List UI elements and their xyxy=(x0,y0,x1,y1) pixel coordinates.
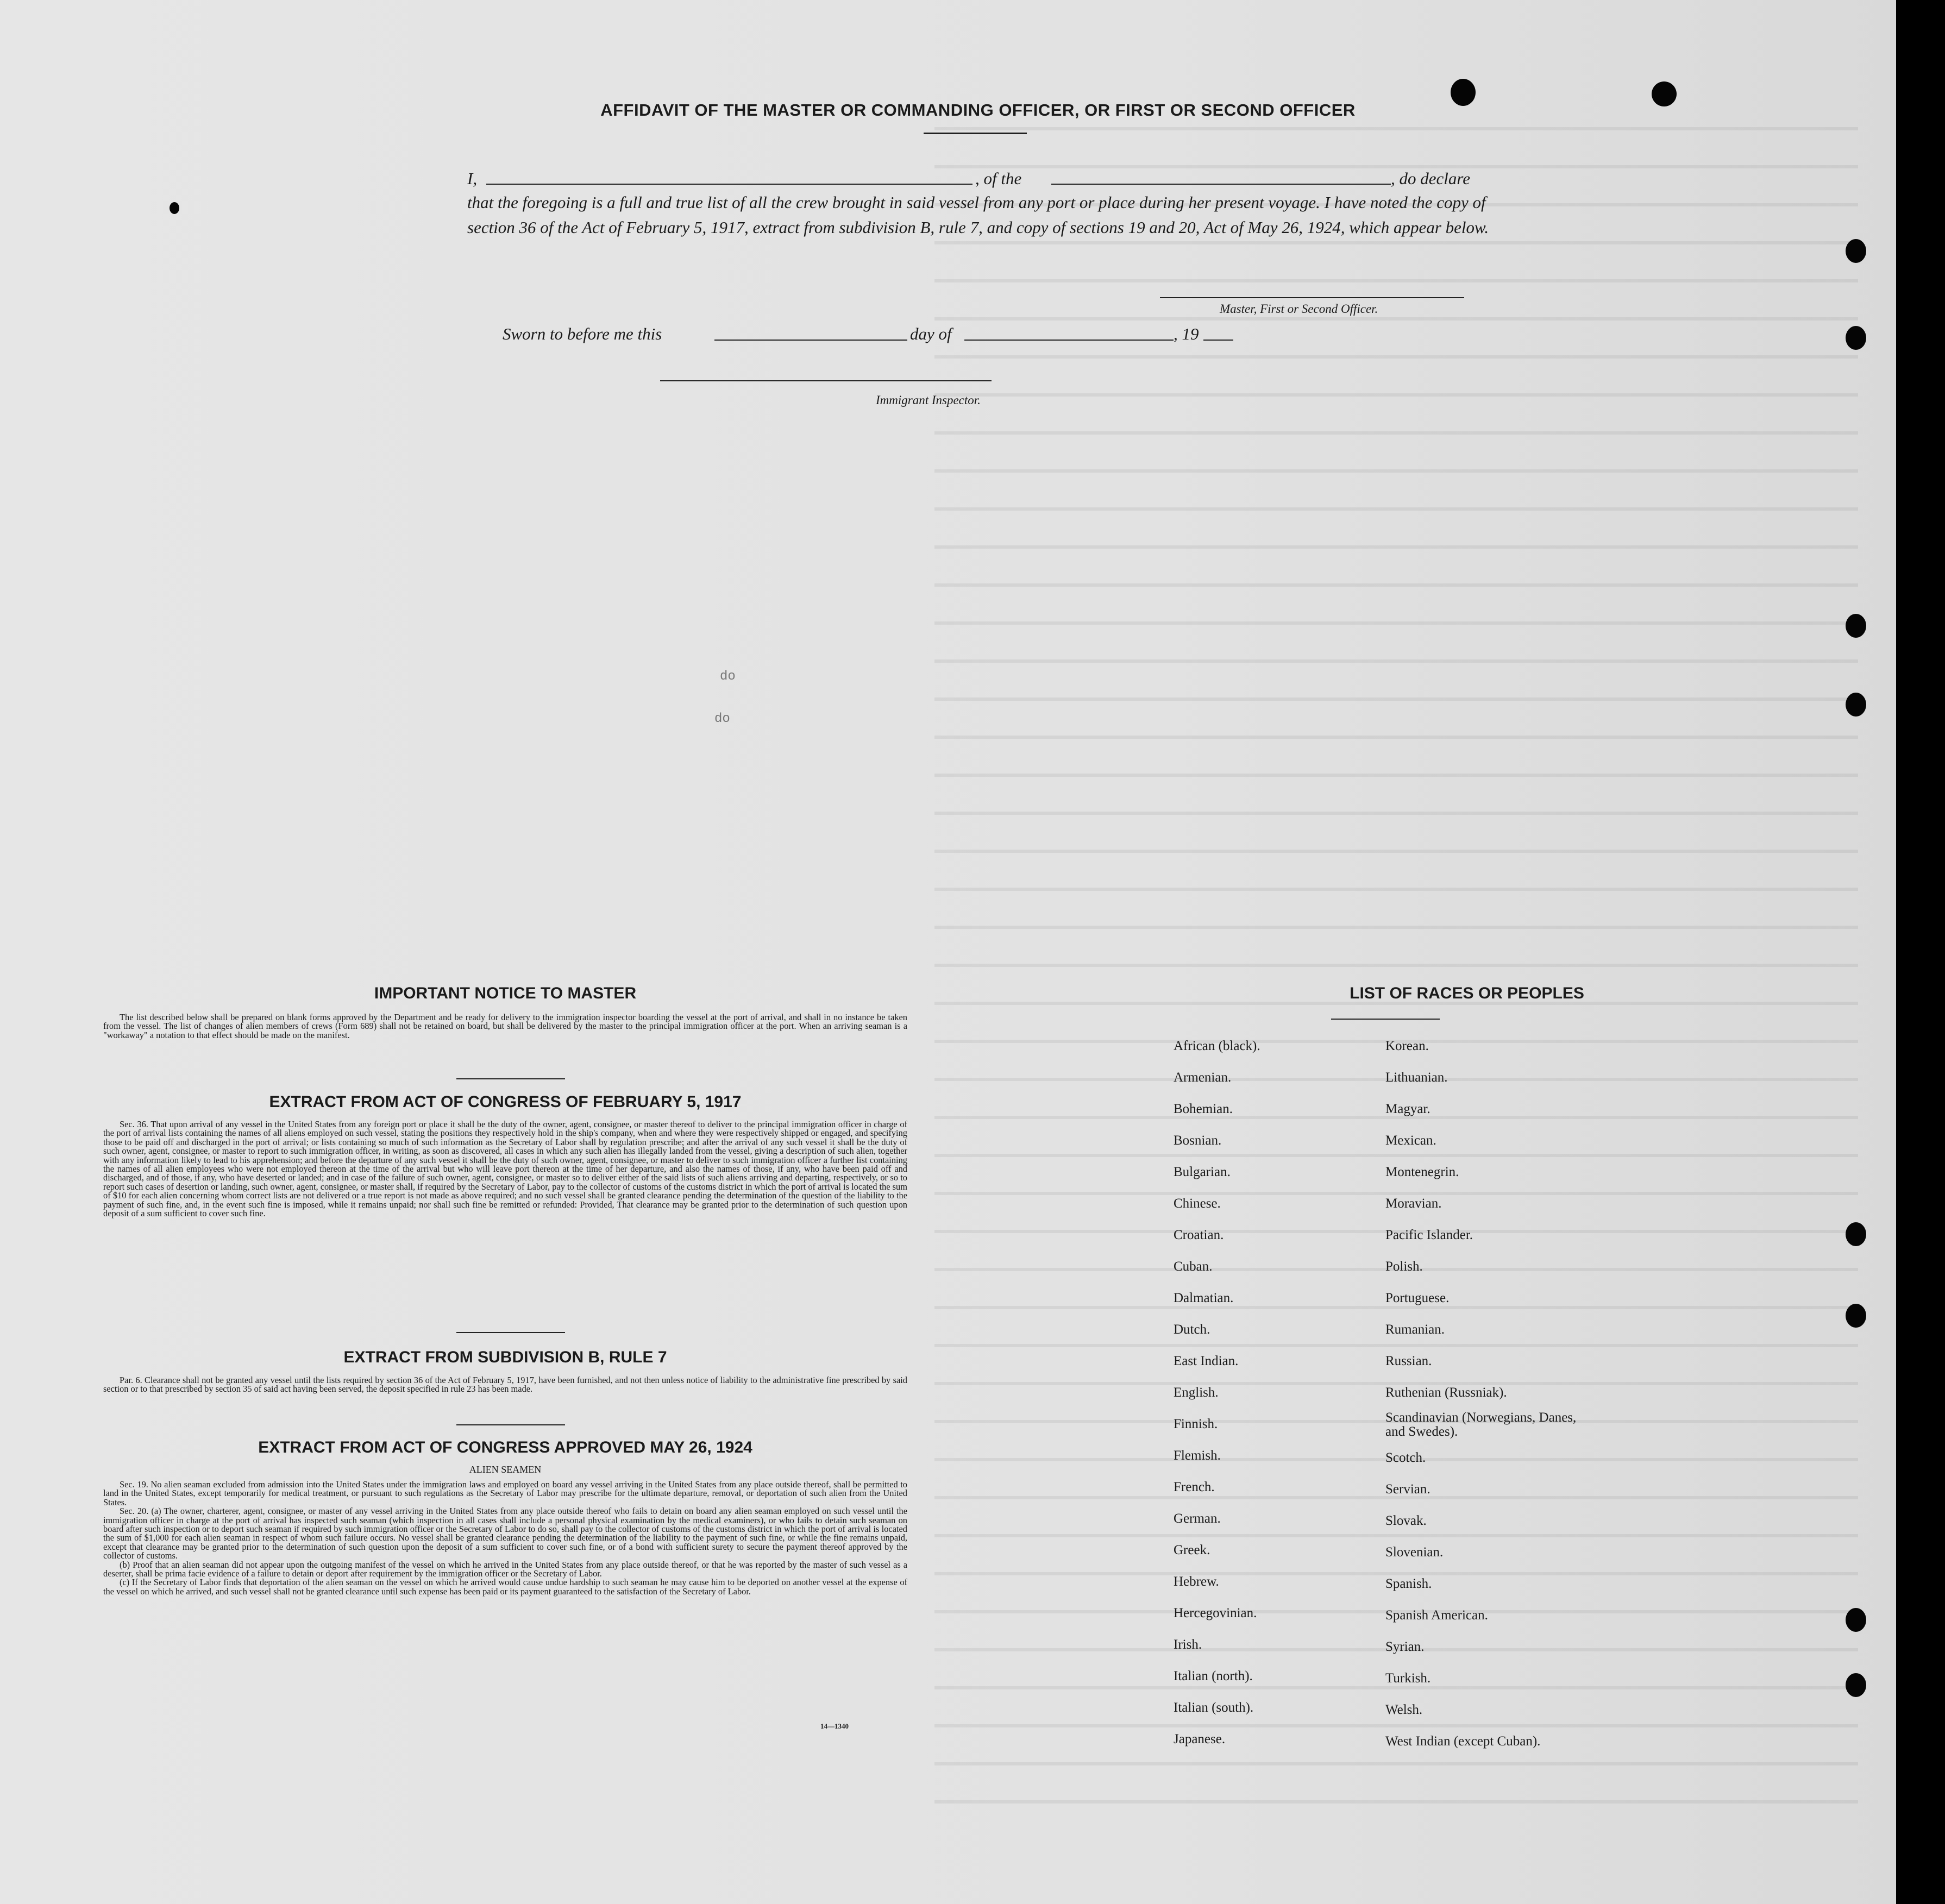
race-item: Scandinavian (Norwegians, Danes, and Swedes). xyxy=(1385,1410,1577,1439)
race-item: Russian. xyxy=(1385,1354,1432,1368)
race-item: Dutch. xyxy=(1174,1322,1210,1337)
inspector-label: Immigrant Inspector. xyxy=(876,393,981,407)
punch-hole xyxy=(1846,1608,1866,1632)
race-item: Italian (south). xyxy=(1174,1700,1254,1715)
race-item: Spanish American. xyxy=(1385,1608,1488,1623)
race-item: Dalmatian. xyxy=(1174,1291,1234,1305)
race-item: Pacific Islander. xyxy=(1385,1228,1473,1242)
race-item: German. xyxy=(1174,1511,1221,1526)
race-item: Montenegrin. xyxy=(1385,1165,1459,1179)
title-divider xyxy=(924,133,1027,134)
punch-hole xyxy=(1846,1222,1866,1246)
do-declare-text: , do declare xyxy=(1391,169,1471,188)
notice-text: The list described below shall be prepared on blank forms approved by the Department and be ready for delivery to the immigration inspector boarding the vessel at the port of arrival, and shall in no instance be taken from the vessel. The list of changes of alien members of crews (Form 689) shall not be retained on board, but shall be delivered by the master to the principal immigration officer at the port. When an arriving seaman is a "workaway" a notation to that effect should be made on the manifest. xyxy=(103,1012,907,1040)
punch-hole xyxy=(1846,693,1866,717)
race-item: Irish. xyxy=(1174,1637,1202,1652)
extract-1917-body xyxy=(103,1120,907,1218)
notice-divider xyxy=(456,1078,565,1079)
extract-rule7-title: EXTRACT FROM SUBDIVISION B, RULE 7 xyxy=(343,1348,667,1366)
sworn-month-blank[interactable] xyxy=(964,340,1174,341)
vessel-blank[interactable] xyxy=(1051,184,1391,185)
race-item: Hercegovinian. xyxy=(1174,1606,1257,1620)
name-blank[interactable] xyxy=(486,184,973,185)
race-item: Japanese. xyxy=(1174,1732,1226,1746)
race-item: Slovenian. xyxy=(1385,1545,1444,1560)
race-item: Slovak. xyxy=(1385,1513,1427,1528)
punch-hole xyxy=(1846,1673,1866,1697)
race-item: Flemish. xyxy=(1174,1448,1221,1463)
race-item: Ruthenian (Russniak). xyxy=(1385,1385,1507,1400)
races-left-column xyxy=(1174,1030,1369,1755)
races-right-column xyxy=(1385,1030,1630,1757)
race-item: Korean. xyxy=(1385,1039,1429,1053)
race-item: Mexican. xyxy=(1385,1133,1436,1148)
inspector-signature-line[interactable] xyxy=(660,380,992,381)
ink-spot xyxy=(170,202,179,214)
race-item: Turkish. xyxy=(1385,1671,1431,1686)
race-item: Portuguese. xyxy=(1385,1291,1450,1305)
race-item: Hebrew. xyxy=(1174,1574,1219,1589)
race-item: Welsh. xyxy=(1385,1702,1423,1717)
sworn-year-blank[interactable] xyxy=(1203,340,1233,341)
section-20b-text: (b) Proof that an alien seaman did not appear upon the outgoing manifest of the vessel on which he arrived in the United States from any place outside thereof, or that he was reported by the master of such vessel as a deserter, shall be prima facie evidence of a failure to detain or deport after requirement by the immigration officer or the Secretary of Labor. xyxy=(103,1559,907,1579)
race-item: African (black). xyxy=(1174,1039,1260,1053)
sworn-prefix: Sworn to before me this xyxy=(503,324,662,343)
notice-body xyxy=(103,1013,907,1040)
year-prefix: , 19 xyxy=(1174,324,1199,343)
punch-hole xyxy=(1846,326,1866,350)
race-item: Italian (north). xyxy=(1174,1669,1253,1683)
punch-hole xyxy=(1846,1304,1866,1328)
sworn-day-blank[interactable] xyxy=(714,340,907,341)
race-item: Polish. xyxy=(1385,1259,1423,1274)
race-item: Chinese. xyxy=(1174,1196,1221,1211)
race-item: Syrian. xyxy=(1385,1639,1425,1654)
race-item: Spanish. xyxy=(1385,1576,1432,1591)
race-item: Lithuanian. xyxy=(1385,1070,1448,1085)
declaration-start: I, xyxy=(467,169,478,188)
race-item: French. xyxy=(1174,1480,1215,1494)
master-signature-line[interactable] xyxy=(1160,297,1464,298)
race-item: Cuban. xyxy=(1174,1259,1213,1274)
declaration-body: that the foregoing is a full and true list of all the crew brought in said vessel from any port or place during her present voyage. I have noted the copy of section 36 of the Act of February 5, 1917, extract from subdivision B, rule 7, and copy of sections 19 and 20, Act of May 26, 1924, which appear below. xyxy=(467,193,1489,237)
extract-1924-title: EXTRACT FROM ACT OF CONGRESS APPROVED MAY 26, 1924 xyxy=(258,1438,752,1456)
race-item: Armenian. xyxy=(1174,1070,1232,1085)
extract-1924-body xyxy=(103,1480,907,1596)
punch-hole xyxy=(1652,81,1677,106)
affidavit-title: AFFIDAVIT OF THE MASTER OR COMMANDING OFFICER, OR FIRST OR SECOND OFFICER xyxy=(600,100,1356,120)
extract-rule7-body xyxy=(103,1376,907,1394)
race-item: Servian. xyxy=(1385,1482,1430,1497)
extract-rule7-divider xyxy=(456,1424,565,1425)
day-of-text: day of xyxy=(910,324,952,343)
section-19-text: Sec. 19. No alien seaman excluded from admission into the United States under the immigration laws and employed on board any vessel arriving in the United States from any place outside thereof, shall be permitted to land in the United States, except temporarily for medical treatment, or pursuant to such regulations as the Secretary of Labor may prescribe for the ultimate departure, removal, or deportation of such alien from the United States. xyxy=(103,1479,907,1507)
punch-hole xyxy=(1846,239,1866,263)
notice-title: IMPORTANT NOTICE TO MASTER xyxy=(374,984,637,1002)
form-number: 14—1340 xyxy=(820,1722,849,1730)
rule7-text: Par. 6. Clearance shall not be granted any vessel until the lists required by section 36 of the Act of February 5, 1917, have been furnished, and not then unless notice of liability to the administrative fine prescribed by said section or to that prescribed by section 35 of said act having been served, the deposit specified in rule 23 has been made. xyxy=(103,1375,907,1394)
race-item: West Indian (except Cuban). xyxy=(1385,1734,1541,1749)
extract-1917-title: EXTRACT FROM ACT OF CONGRESS OF FEBRUARY 5, 1917 xyxy=(269,1093,742,1111)
section-20a-text: Sec. 20. (a) The owner, charterer, agent, consignee, or master of any vessel arriving in the United States from any place outside thereof who fails to detain on board any alien seaman employed on such vessel until the immigration officer in charge at the port of arrival has inspected such seaman (which inspection in all cases shall include a personal physical examination by the medical examiners), or who fails to detain such seaman on board after such inspection or to deport such seaman if required by such immigration officer or the Secretary of Labor to do so, shall pay to the collector of customs of the customs district in which the port of arrival is located the sum of $1,000 for each alien seaman in respect of whom such failure occurs. No vessel shall be granted clearance pending the determination of the liability to the payment of such fine, or while the fine remains unpaid, except that clearance may be granted prior to the determination of such question upon the deposit of a sum sufficient to cover such fine, or of a bond with sufficient surety to secure the payment thereof approved by the collector of customs. xyxy=(103,1506,907,1561)
section-20c-text: (c) If the Secretary of Labor finds that deportation of the alien seaman on the vessel on which he arrived would cause undue hardship to such seaman he may cause him to be deported on another vessel at the expense of the vessel on which he arrived, and such vessel shall not be granted clearance until such expense has been paid or its payment guaranteed to the satisfaction of the Secretary of Labor. xyxy=(103,1577,907,1597)
section-36-text: Sec. 36. That upon arrival of any vessel in the United States from any foreign port or place it shall be the duty of the owner, agent, consignee, or master thereof to deliver to the principal immigration officer in charge of the port of arrival lists containing the names of all aliens employed on such vessel, stating the positions they respectively hold in the ship's company, when and where they were respectively shipped or engaged, and specifying those to be paid off and discharged in the port of arrival; or lists containing so much of such information as the Secretary of Labor shall by regulation prescribe; and after the arrival of any such vessel it shall be the duty of such owner, agent, consignee, or master to report to such immigration officer, in writing, as soon as discovered, all cases in which any such alien has illegally landed from the vessel, giving a description of such alien, together with any information likely to lead to his apprehension; and before the departure of any such vessel it shall be the duty of such owner, agent, consignee, or master to deliver to such immigration officer a further list containing the names of all alien employees who were not employed thereon at the time of the arrival but who will leave port thereon at the time of her departure, and also the names of those, if any, who have been paid off and discharged, and of those, if any, who have deserted or landed; and in case of the failure of such owner, agent, consignee, or master so to deliver either of the said lists of such aliens arriving and departing, respectively, or so to report such cases of desertion or landing, such owner, agent, consignee, or master shall, if required by the Secretary of Labor, pay to the collector of customs of the customs district in which the port of arrival is located the sum of $10 for each alien concerning whom correct lists are not delivered or a true report is not made as above required; and no such vessel shall be granted clearance pending the determination of the question of the liability to the payment of such fine, and, in the event such fine is imposed, while it remains unpaid; nor shall such fine be remitted or refunded: Provided, That clearance may be granted prior to the determination of such question upon deposit of a sum sufficient to cover such fine. xyxy=(103,1119,907,1219)
race-item: Moravian. xyxy=(1385,1196,1442,1211)
race-item: Rumanian. xyxy=(1385,1322,1445,1337)
race-item: Bohemian. xyxy=(1174,1102,1233,1116)
punch-hole xyxy=(1846,614,1866,638)
race-item: Croatian. xyxy=(1174,1228,1224,1242)
of-the-text: , of the xyxy=(975,169,1022,188)
stray-mark: do xyxy=(714,712,730,726)
races-divider xyxy=(1331,1019,1440,1020)
alien-seamen-subtitle: ALIEN SEAMEN xyxy=(469,1464,542,1475)
race-item: Greek. xyxy=(1174,1543,1210,1557)
declaration-line-1 xyxy=(467,166,1505,191)
race-item: Bosnian. xyxy=(1174,1133,1222,1148)
race-item: Magyar. xyxy=(1385,1102,1430,1116)
sworn-line xyxy=(503,322,1317,347)
extract-1917-divider xyxy=(456,1332,565,1333)
race-item: Bulgarian. xyxy=(1174,1165,1231,1179)
stray-mark: do xyxy=(720,669,736,684)
race-item: Scotch. xyxy=(1385,1450,1426,1465)
race-item: Finnish. xyxy=(1174,1417,1218,1431)
races-title: LIST OF RACES OR PEOPLES xyxy=(1350,984,1584,1002)
master-signature-label: Master, First or Second Officer. xyxy=(1220,302,1378,316)
race-item: East Indian. xyxy=(1174,1354,1239,1368)
race-item: English. xyxy=(1174,1385,1219,1400)
